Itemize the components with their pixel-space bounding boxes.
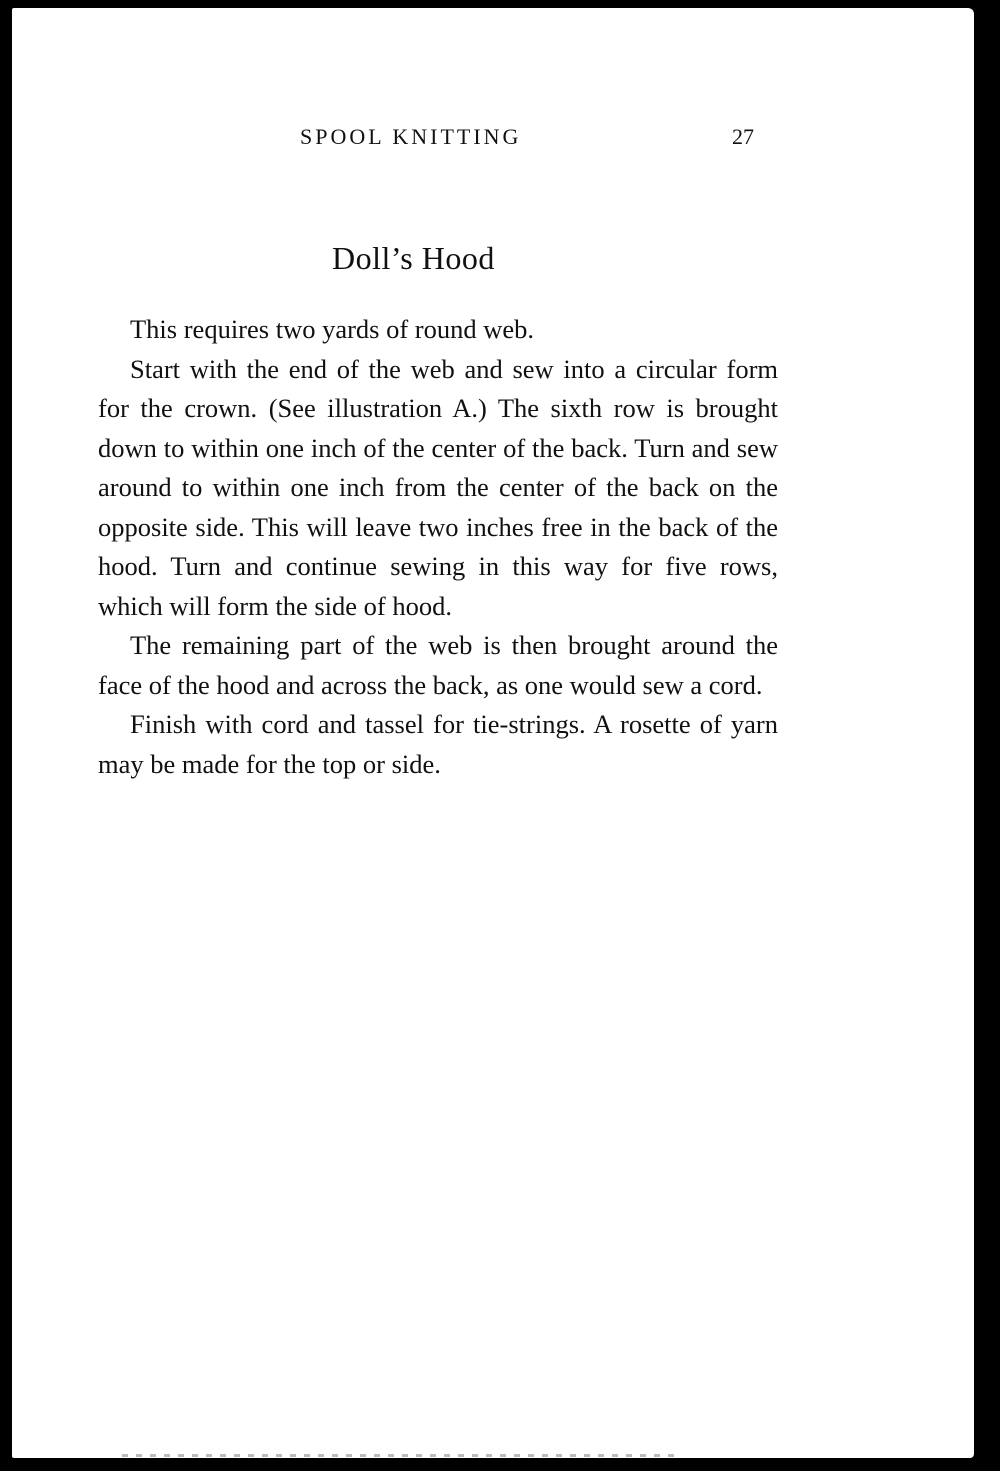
book-page [12, 8, 974, 1458]
scan-artifact [122, 1454, 682, 1457]
body-text [98, 310, 778, 784]
paragraph-1: This requires two yards of round web. [130, 314, 535, 344]
page-number: 27 [732, 124, 754, 149]
section-title-text: Doll’s Hood [332, 240, 495, 276]
paragraph-3: The remaining part of the web is then brought around the face of the hood and across the back, as one would sew a cord. [98, 630, 778, 700]
page-header [12, 124, 974, 158]
paragraph-4: Finish with cord and tassel for tie-strings. A rosette of yarn may be made for the top or side. [98, 709, 778, 779]
paragraph-2: Start with the end of the web and sew into a circular form for the crown. (See illustration A.) The sixth row is brought down to within one inch of the center of the back. Turn and sew around to within one inch from the center of the back on the opposite side. This will leave two inches free in the back of the hood. Turn and continue sewing in this way for five rows, which will form the side of hood. [98, 353, 778, 621]
running-head: SPOOL KNITTING [300, 124, 522, 149]
